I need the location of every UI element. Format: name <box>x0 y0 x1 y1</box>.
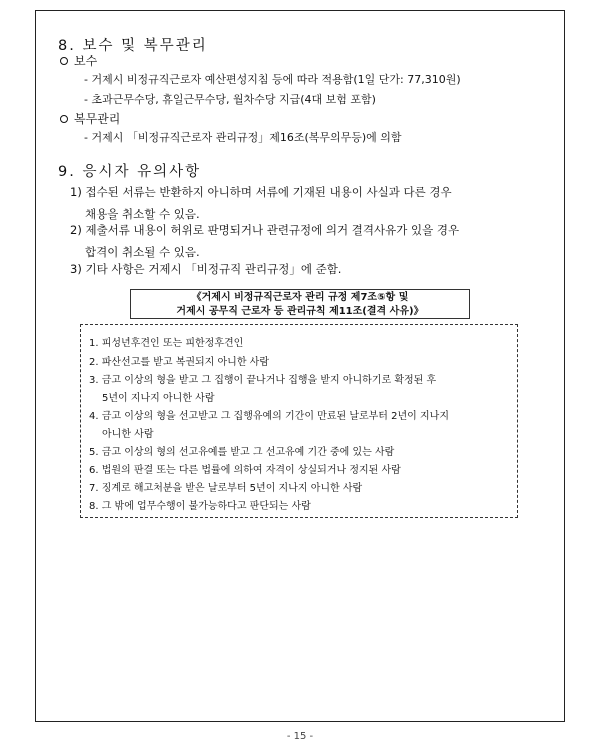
notice-item-2-line1: 2) 제출서류 내용이 허위로 판명되거나 관련규정에 의거 결격사유가 있을 경우 <box>70 223 460 237</box>
notice-item-1-line2: 채용을 취소할 수 있음. <box>85 207 200 221</box>
notice-item-3-line1: 3) 기타 사항은 거제시 「비정규직 관리규정」에 준함. <box>70 262 342 276</box>
pay-item-2: - 초과근무수당, 휴일근무수당, 월차수당 지급(4대 보험 포함) <box>84 93 376 106</box>
duty-bullet <box>60 110 120 127</box>
reason-7: 7. 징계로 해고처분을 받은 날로부터 5년이 지나지 아니한 사람 <box>89 483 363 494</box>
pay-item-1: - 거제시 비정규직근로자 예산편성지침 등에 따라 적용함(1일 단가: 77,310원) <box>84 73 461 86</box>
section-9-heading: 9. 응시자 유의사항 <box>58 164 202 180</box>
reason-2: 2. 파산선고를 받고 복권되지 아니한 사람 <box>89 357 269 368</box>
reason-4: 4. 금고 이상의 형을 선고받고 그 집행유예의 기간이 만료된 날로부터 2년이 지나지 <box>89 411 449 422</box>
page-number: - 15 - <box>286 731 314 742</box>
pay-bullet <box>60 52 97 69</box>
reason-3-cont: 5년이 지나지 아니한 사람 <box>102 393 215 404</box>
reason-3: 3. 금고 이상의 형을 받고 그 집행이 끝나거나 집행을 받지 아니하기로 확정된 후 <box>89 375 437 386</box>
reason-5: 5. 금고 이상의 형의 선고유예를 받고 그 선고유예 기간 중에 있는 사람 <box>89 447 395 458</box>
notice-item-1 <box>70 184 452 222</box>
notice-item-2 <box>70 222 459 260</box>
reason-4-cont: 아니한 사람 <box>102 429 154 440</box>
notice-item-3 <box>70 261 341 277</box>
reason-1: 1. 피성년후견인 또는 피한정후견인 <box>89 338 244 349</box>
pay-label: 보수 <box>74 54 98 68</box>
circle-bullet-icon <box>60 57 68 65</box>
disqualification-title <box>130 289 470 319</box>
reason-6: 6. 법원의 판결 또는 다른 법률에 의하여 자격이 상실되거나 정지된 사람 <box>89 465 401 476</box>
duty-label: 복무관리 <box>74 112 121 126</box>
notice-item-2-line2: 합격이 취소될 수 있음. <box>85 245 200 259</box>
reason-8: 8. 그 밖에 업무수행이 불가능하다고 판단되는 사람 <box>89 501 311 512</box>
disqualification-title-line1: 《거제시 비정규직근로자 관리 규정 제7조⑤항 및 <box>191 292 409 303</box>
duty-item-1: - 거제시 「비정규직근로자 관리규정」제16조(복무의무등)에 의함 <box>84 131 402 144</box>
circle-bullet-icon <box>60 115 68 123</box>
notice-item-1-line1: 1) 접수된 서류는 반환하지 아니하며 서류에 기재된 내용이 사실과 다른 경우 <box>70 185 452 199</box>
disqualification-title-line2: 거제시 공무직 근로자 등 관리규칙 제11조(결격 사유)》 <box>176 305 424 317</box>
section-8-heading: 8. 보수 및 복무관리 <box>58 38 208 54</box>
